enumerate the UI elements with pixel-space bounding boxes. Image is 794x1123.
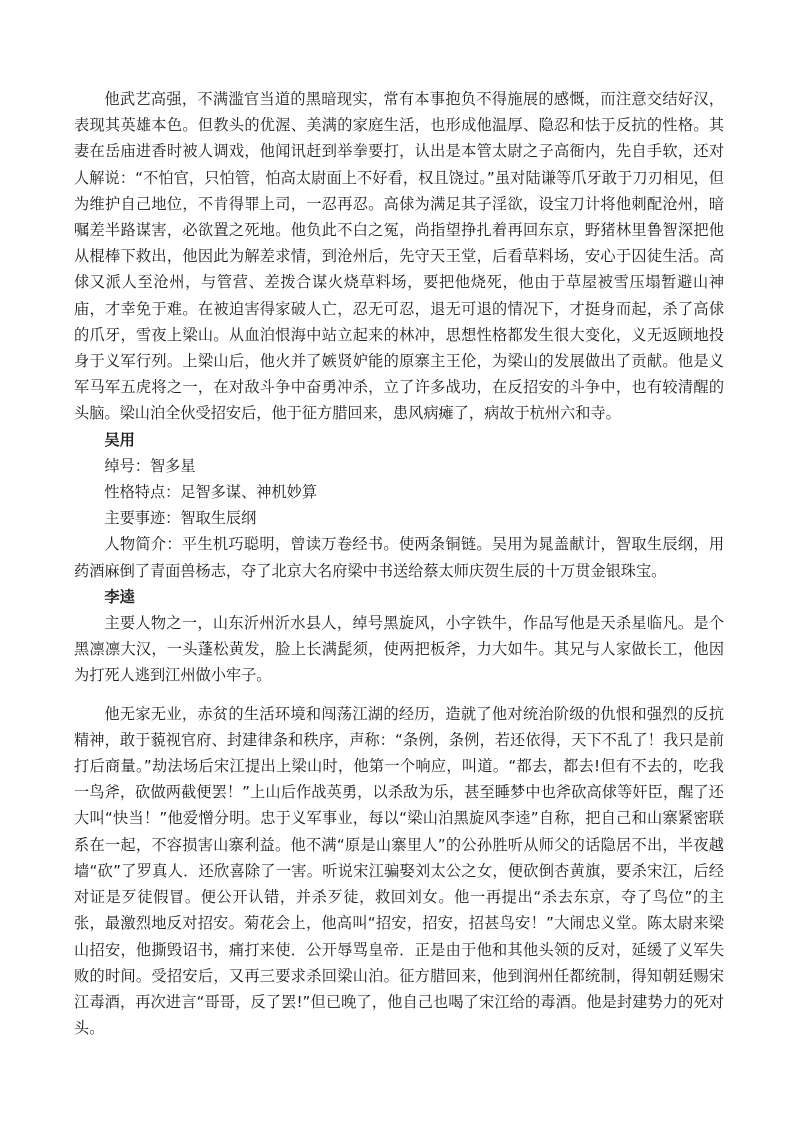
wu-yong-traits: 性格特点：足智多谋、神机妙算	[104, 483, 318, 502]
wu-yong-bio: 人物简介：平生机巧聪明，曾读万卷经书。使两条铜链。吴用为晁盖献计，智取生辰纲，用药酒麻倒了青面兽杨志，夺了北京大名府梁中书送给蔡太师庆贺生辰的十万贯金银珠宝。	[74, 535, 724, 580]
li-kui-description: 他无家无业，赤贫的生活环境和闯荡江湖的经历，造就了他对统治阶级的仇恨和强烈的反抗精神，敢于藐视官府、封建律条和秩序，声称：“条例，条例，若还依得，天下不乱了！我只是前打后商量。”劫法场后宋江提出上梁山时，他第一个响应，叫道。“都去，都去!但有不去的，吃我一鸟斧，砍做两截便罢！”上山后作战英勇，以杀敌为乐，甚至睡梦中也斧砍高俅等奸臣，醒了还大叫“快当！”他爱憎分明。忠于义军事业，每以“梁山泊黑旋风李逵”自称，把自己和山寨紧密联系在一起，不容损害山寨利益。他不满“原是山寨里人”的公孙胜听从师父的话隐居不出，半夜越墙“砍”了罗真人．还欣喜除了一害。听说宋江骗娶刘太公之女，便砍倒杏黄旗，要杀宋江，后经对证是歹徒假冒。便公开认错，并杀歹徒，救回刘女。他一再提出“杀去东京，夺了鸟位”的主张，最激烈地反对招安。菊花会上，他高叫“招安，招安，招甚鸟安！”大闹忠义堂。陈太尉来梁山招安，他撕毁诏书，痛打来使．公开辱骂皇帝．正是由于他和其他头领的反对，延缓了义军失败的时间。受招安后，又再三要求杀回梁山泊。征方腊回来，他到润州任都统制，得知朝廷赐宋江毒酒，再次进言“哥哥，反了罢!”但已晚了，他自己也喝了宋江给的毒酒。他是封建势力的死对头。	[74, 704, 724, 1038]
wu-yong-heading: 吴用	[104, 430, 135, 449]
lin-chong-paragraph: 他武艺高强，不满滥官当道的黑暗现实，常有本事抱负不得施展的感慨，而注意交结好汉，表现其英雄本色。但教头的优渥、美满的家庭生活，也形成他温厚、隐忍和怯于反抗的性格。其妻在岳庙进香时被人调戏，他闻讯赶到举拳要打，认出是本管太尉之子高衙内，先自手软，还对人解说：“不怕官，只怕管，怕高太尉面上不好看，权且饶过。”虽对陆谦等爪牙敢于刀刃相见，但为维护自己地位，不肯得罪上司，一忍再忍。高俅为满足其子淫欲，设宝刀计将他刺配沧州，暗嘱差半路谋害，必欲置之死地。他负此不白之冤，尚指望挣扎着再回东京，野猪林里鲁智深把他从棍棒下救出，他因此为解差求情，到沧州后，先守天王堂，后看草料场，安心于囚徒生活。高俅又派人至沧州，与管营、差拨合谋火烧草料场，要把他烧死，他由于草屋被雪压塌暂避山神庙，才幸免于难。在被迫害得家破人亡，忍无可忍，退无可退的情况下，才挺身而起，杀了高俅的爪牙，雪夜上梁山。从血泊恨海中站立起来的林冲，思想性格都发生很大变化，义无返顾地投身于义军行列。上梁山后，他火并了嫉贤妒能的原寨主王伦，为梁山的发展做出了贡献。他是义军马军五虎将之一，在对敌斗争中奋勇冲杀，立了许多战功，在反招安的斗争中，也有较清醒的头脑。梁山泊全伙受招安后，他于征方腊回来，患风病瘫了，病故于杭州六和寺。	[74, 90, 724, 423]
li-kui-intro: 主要人物之一，山东沂州沂水县人，绰号黑旋风，小字铁牛，作品写他是天杀星临凡。是个黑凛凛大汉，一头蓬松黄发，脸上长满髭须，使两把板斧，力大如牛。其兄与人家做长工，他因为打死人逃到江州做小牢子。	[74, 614, 724, 685]
li-kui-heading: 李逵	[104, 587, 135, 606]
wu-yong-nickname: 绰号：智多星	[104, 456, 196, 475]
wu-yong-deeds: 主要事迹：智取生辰纲	[104, 509, 257, 528]
document-page	[74, 86, 724, 1041]
